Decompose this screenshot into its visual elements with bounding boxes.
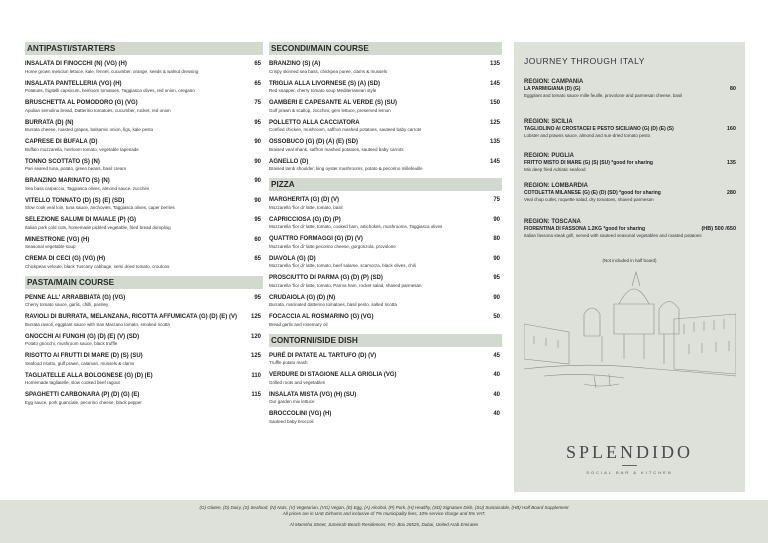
menu-item [269, 61, 502, 75]
dish-description: Burrata, marinated datterino tomatoes, basil pesto, salted ricotta [269, 302, 397, 307]
menu-item [25, 120, 263, 134]
dish-price: 90 [254, 178, 261, 184]
menu-item [25, 353, 263, 367]
menu-item [269, 353, 502, 367]
antipasti-list [25, 61, 263, 270]
region-dish [524, 86, 736, 93]
dish-name: PURÉ DI PATATE AL TARTUFO (D) (V) [269, 352, 377, 359]
dish-description: Chickpeas veloute, black Tuscany cabbage, semi dried tomato, croutons [25, 263, 170, 269]
menu-item [269, 217, 502, 231]
dish-description: Italian pork cold cuts, homemade pickled vegetable, fried bread dumpling [25, 224, 171, 230]
dish-name: GAMBERI E CAPESANTE AL VERDE (S) (SU) [269, 100, 398, 106]
antipasti-heading: ANTIPASTI/STARTERS [25, 42, 263, 55]
pasta-heading: PASTA/MAIN COURSE [25, 276, 263, 289]
menu-item [269, 100, 502, 114]
dish-price: 120 [250, 333, 261, 340]
dish-price: 115 [251, 392, 261, 398]
menu-item [25, 295, 263, 309]
menu-item [269, 159, 502, 173]
region-name: REGION: PUGLIA [524, 153, 575, 159]
dish-price: 135 [489, 61, 500, 67]
dish-price: 95 [493, 275, 500, 281]
allergen-legend: (G) Gluten, (D) Dairy, (S) Seafood, (N) Nuts, (V) Vegetarian, (VG) Vegan, (E) Egg, (A) Alcohol, (P) Pork, (H) Healthy, (SD) Signature Dish, (SU) Sustainable, (HB) Half Board Supplement [199, 505, 569, 510]
dish-description: Home grown mesclun lettuce, kale, fennel, cucumber, orange, seeds & walnut dressing [25, 68, 199, 74]
dish-name: BROCCOLINI (VG) (H) [269, 411, 332, 417]
region-block [524, 182, 736, 203]
region-block [524, 78, 736, 99]
dish-price: 95 [254, 294, 261, 301]
dish-name: RAVIOLI DI BURRATA, MELANZANA, RICOTTA AFFUMICATA (G) (D) (E) (V) [25, 314, 237, 320]
dish-name: TONNO SCOTTATO (S) (N) [25, 158, 100, 165]
region-name: REGION: SICILIA [524, 119, 573, 125]
menu-item [269, 197, 502, 211]
dish-name: POLLETTO ALLA CACCIATORA [269, 119, 360, 126]
dish-name: CRUDAIOLA (G) (D) (N) [269, 294, 336, 301]
menu-item [25, 314, 263, 328]
region-block [524, 118, 736, 139]
dish-name: AGNELLO (D) [269, 158, 309, 165]
price-note: All prices are in UAE Dirhams and inclusive of 7% municipality fees, 10% service charge and 5% VAT. [282, 511, 486, 516]
dish-price: 145 [489, 80, 500, 87]
dish-name: INSALATA MISTA (VG) (H) (SU) [269, 391, 357, 398]
dish-price: 125 [250, 353, 261, 359]
secondi-list [269, 61, 502, 172]
dish-name: SPAGHETTI CARBONARA (P) (D) (G) (E) [25, 392, 140, 398]
dish-description: Mozzarella 'fior di' latte, tomato, cooked ham, artichokes, mushrooms, Taggiasca olives [269, 224, 443, 229]
dish-description: Sauteed baby broccoli [269, 418, 314, 424]
menu-item [25, 256, 263, 270]
dish-description: Sea bass carpaccio, Taggiasca olives, almond sauce, zucchini [25, 185, 149, 191]
dish-price: 95 [254, 119, 261, 126]
dish-description: Mozzarella 'fior di' latte, tomato, Parma ham, rocket salad, shaved parmesan [269, 282, 422, 288]
journey-title: JOURNEY THROUGH ITALY [524, 56, 645, 66]
dish-price: 90 [493, 294, 500, 301]
region-name: REGION: TOSCANA [524, 219, 581, 225]
dish-name: QUATTRO FORMAGGI (G) (D) (V) [269, 236, 363, 242]
dish-name: TRIGLIA ALLA LIVORNESE (S) (A) (SD) [269, 80, 380, 87]
dish-name: VERDURE DI STAGIONE ALLA GRIGLIA (VG) [269, 372, 397, 378]
region-name: REGION: CAMPANIA [524, 79, 584, 85]
region-block [524, 152, 736, 173]
menu-item [25, 373, 263, 387]
dish-price: 40 [493, 372, 500, 378]
menu-item [269, 256, 502, 270]
dish-description: Cherry tomato sauce, garlic, chilli, parsley [25, 302, 109, 307]
dish-price: 90 [254, 158, 261, 165]
dish-name: RISOTTO AI FRUTTI DI MARE (D) (S) (SU) [25, 353, 143, 359]
dish-price: 150 [489, 100, 500, 106]
dish-description: Mozzarella 'fior di' latte, tomato, basil [269, 204, 343, 210]
footer [0, 500, 768, 543]
menu-item [25, 237, 263, 251]
dish-description: Braised veal shank, saffron mashed potatoes, sauteed baby carrots [269, 146, 404, 152]
pasta-list [25, 295, 263, 406]
menu-item [269, 314, 502, 328]
region-dish [524, 160, 736, 167]
menu-item [25, 139, 263, 153]
dish-name: SELEZIONE SALUMI DI MAIALE (P) (G) [25, 217, 136, 223]
dish-price: 65 [254, 80, 261, 87]
dish-name: CAPRESE DI BUFALA (D) [25, 139, 98, 145]
dish-name: INSALATA PANTELLERIA (VG) (H) [25, 80, 122, 87]
dish-name: GNOCCHI AI FUNGHI (G) (D) (E) (V) (SD) [25, 333, 140, 340]
dish-description: Homemade tagliatelle, slow cooked beef ragout [25, 380, 120, 385]
dish-name: CAPRICCIOSA (G) (D) (P) [269, 216, 341, 223]
dish-description: Potato gnocchi, mushroom sauce, black truffle [25, 341, 118, 346]
dish-price: 40 [493, 391, 500, 398]
dish-name: CREMA DI CECI (G) (VG) (H) [25, 256, 106, 262]
menu-item [25, 100, 263, 114]
menu-item [25, 81, 263, 95]
middle-column [269, 42, 502, 431]
brand-logo: SPLENDIDO [565, 442, 693, 462]
dish-description: Egg sauce, pork guanciale, pecorino cheese, black pepper [25, 399, 142, 405]
dish-price: 135 [489, 139, 500, 145]
dish-name: FOCACCIA AL ROSMARINO (G) (VG) [269, 314, 374, 320]
journey-panel [514, 42, 745, 492]
dish-description: Buffalo mozzarella, heirloom tomato, vegetable tapenade [25, 146, 139, 152]
address: Al Mamsha Street, Jumeirah Beach Residences, P.O. Box 26525, Dubai, United Arab Emirates [289, 522, 479, 527]
dish-name: INSALATA DI FINOCCHI (N) (VG) (H) [25, 61, 127, 67]
half-board-note: (Not included in half board) [602, 258, 657, 263]
logo-divider [622, 465, 637, 466]
menu-item [25, 159, 263, 173]
menu-item [269, 295, 502, 309]
secondi-heading: SECONDI/MAIN COURSE [269, 42, 502, 55]
venice-sketch-illustration [524, 264, 736, 394]
dish-price: 75 [493, 197, 500, 203]
region-dish-name: FIORENTINA DI FASSONA 1.2KG *good for sharing [524, 226, 646, 232]
menu-item [25, 178, 263, 192]
dish-name: BRANZINO (S) (A) [269, 61, 321, 67]
left-column [25, 42, 263, 412]
dish-description: Truffle potato mash [269, 360, 308, 365]
dish-price: 145 [489, 158, 500, 165]
dish-price: 60 [254, 236, 261, 243]
dish-description: Potatoes, frigitelli capsicum, heirloom tomatoes, Taggiasca olives, red onion, oregano [25, 88, 195, 93]
menu-item [269, 372, 502, 386]
region-dish-description: Eggplant and tomato sauce mille feuille, provolone and parmesan cheese, basil [524, 93, 683, 98]
pizza-list [269, 197, 502, 328]
region-dish-description: Lobster and prawns sauce, almond and sun-dried tomato pesto [524, 133, 651, 138]
contorni-list [269, 353, 502, 425]
dish-price: 40 [493, 411, 500, 417]
dish-name: MINESTRONE (VG) (H) [25, 236, 90, 243]
region-dish-price: 80 [729, 86, 736, 92]
menu-item [25, 61, 263, 75]
region-dish-description: Mix deep fried Adriatic seafood [524, 167, 586, 172]
region-block [524, 218, 736, 239]
dish-name: PROSCIUTTO DI PARMA (G) (D) (P) (SD) [269, 275, 383, 281]
dish-description: Red snapper, cherry tomato soup Mediterranean style [269, 88, 377, 93]
dish-price: 110 [251, 372, 261, 379]
dish-description: Apulian semolina bread, Datterino tomatoes, cucumber, rocket, red onion [25, 107, 171, 113]
dish-price: 80 [493, 236, 500, 242]
region-dish-price: 135 [726, 160, 736, 166]
dish-price: 90 [493, 255, 500, 262]
dish-price: 90 [493, 216, 500, 223]
dish-description: Mozzarella 'fior di' latte,pecorino cheese, gorgonzola, provolone [269, 243, 396, 249]
menu-item [269, 81, 502, 95]
dish-description: Burrata cheese, roasted grapes, balsamic onion, figs, kale pesto [25, 127, 154, 132]
menu-item [25, 198, 263, 212]
brand-tagline: SOCIAL BAR & KITCHEN [586, 470, 673, 475]
region-name: REGION: LOMBARDIA [524, 183, 588, 189]
menu-item [25, 392, 263, 406]
dish-price: 90 [254, 197, 261, 204]
dish-description: Pan seared tuna, potato, green beans, basil cream [25, 166, 127, 171]
dish-price: 45 [493, 352, 500, 359]
dish-price: 90 [254, 139, 261, 145]
dish-description: Gulf prawn & scallop, zucchini, gem lettuce, preserved lemon [269, 107, 391, 113]
dish-name: MARGHERITA (G) (D) (V) [269, 197, 339, 203]
pizza-heading: PIZZA [269, 178, 502, 191]
region-dish-description: Veal chop cutlet, roquette salad, dry tomatoes, shaved parmesan [524, 197, 654, 202]
dish-description: Bread garlic and rosemary oil [269, 321, 328, 327]
dish-price: 65 [254, 61, 261, 67]
dish-description: Burrata ravioli, eggplant sauce with San Marzano tomato, smoked ricotta [25, 321, 170, 327]
menu-item [269, 392, 502, 406]
dish-name: OSSOBUCO (G) (D) (A) (E) (SD) [269, 139, 358, 145]
region-dish-description: Italian fassona steak grill, served with sauteed seasonal vegetables and roasted potatoes [524, 233, 702, 238]
region-dish-name: COTOLETTA MILANESE (G) (E) (D) (SD) *good for sharing [524, 190, 661, 196]
dish-description: Seafood risotto, gulf prawn, calamari, mussels & clams [25, 360, 135, 366]
region-dish-price: (HB) 500 /650 [701, 226, 736, 232]
dish-name: TAGLIATELLE ALLA BOLOGNESE (G) (D) (E) [25, 372, 153, 379]
menu-item [269, 236, 502, 250]
region-dish-name: TAGLIOLINO AI CROSTACEI E PESTO SICILIANO (G) (D) (E) (S) [524, 126, 674, 132]
menu-item [269, 275, 502, 289]
menu-item [25, 217, 263, 231]
dish-price: 95 [254, 217, 261, 223]
dish-name: BRANZINO MARINATO (S) (N) [25, 178, 110, 184]
region-dish [524, 190, 736, 197]
dish-name: DIAVOLA (G) (D) [269, 255, 316, 262]
region-dish-price: 160 [726, 126, 736, 132]
region-dish [524, 226, 736, 233]
dish-price: 65 [254, 256, 261, 262]
contorni-heading: CONTORNI/SIDE DISH [269, 334, 502, 347]
dish-name: BURRATA (D) (N) [25, 119, 74, 126]
menu-item [269, 120, 502, 134]
dish-name: VITELLO TONNATO (D) (S) (E) (SD) [25, 197, 125, 204]
region-dish-price: 280 [726, 190, 736, 196]
dish-description: Seasonal vegetable soup [25, 244, 76, 249]
dish-price: 125 [250, 314, 261, 320]
menu-item [269, 139, 502, 153]
dish-name: PENNE ALL' ARRABBIATA (G) (VG) [25, 294, 126, 301]
region-dish [524, 126, 736, 133]
dish-description: Confied chicken, mushroom, saffron mashed potatoes, sauteed baby carrots [269, 127, 422, 132]
dish-price: 75 [254, 100, 261, 106]
region-dish-name: FRITTO MISTO DI MARE (G) (S) (SU) *good for sharing [524, 160, 653, 166]
dish-description: Braised lamb shoulder, king oyster mushrooms, potato & pecorino millefeuille [269, 166, 423, 171]
region-dish-name: LA PARMIGIANA (D) (G) [524, 86, 581, 92]
menu-item [269, 411, 502, 425]
dish-description: Crispy skinned sea bass, chickpea puree, clams & mussels [269, 68, 388, 74]
dish-price: 125 [489, 119, 500, 126]
dish-description: Slow cook veal loin, tuna sauce, anchovies, Taggiasca olives, caper berries [25, 205, 175, 210]
dish-description: Grilled roots and vegetables [269, 379, 326, 385]
dish-description: Mozzarella 'fior di' latte, tomato, beef salame, scamorza, black olives, chili [269, 263, 416, 268]
menu-item [25, 334, 263, 348]
dish-description: Our garden mix lettuce [269, 399, 315, 404]
dish-name: BRUSCHETTA AL POMODORO (G) (VG) [25, 100, 138, 106]
dish-price: 50 [493, 314, 500, 320]
